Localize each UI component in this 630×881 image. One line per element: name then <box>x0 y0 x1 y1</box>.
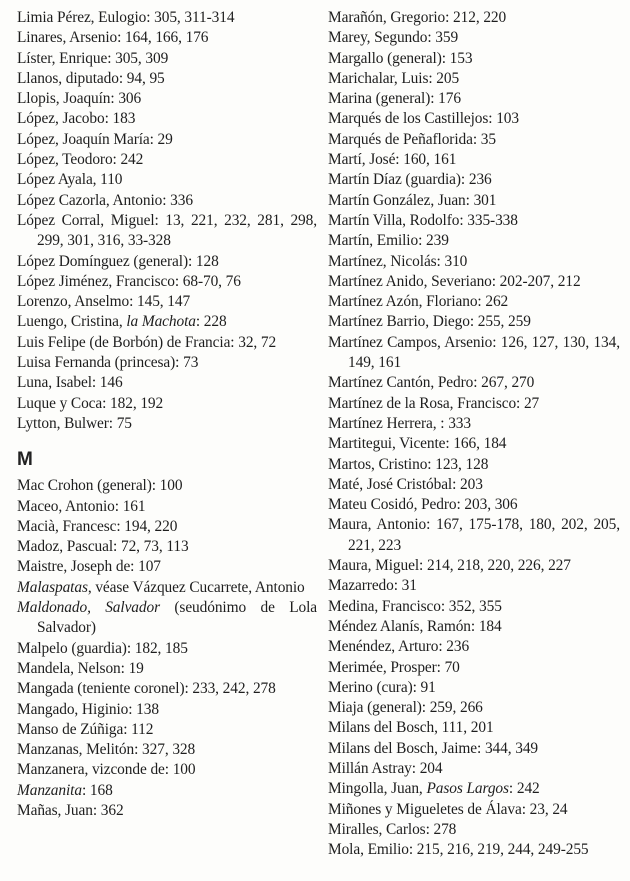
index-entry <box>328 576 620 596</box>
index-entry <box>328 617 620 637</box>
index-entry <box>328 759 620 779</box>
entry-text: Martínez Campos, Arsenio: 126, 127, 130, 134, 149, 161 <box>328 333 620 372</box>
entry-text: Lorenzo, Anselmo: 145, 147 <box>17 293 191 311</box>
index-column-left <box>17 8 317 821</box>
index-entry <box>17 476 317 496</box>
index-entry <box>17 659 317 679</box>
entry-text: Martín González, Juan: 301 <box>328 191 497 209</box>
entry-text: Méndez Alanís, Ramón: 184 <box>328 617 502 635</box>
entry-text: Martínez, Nicolás: 310 <box>328 252 468 270</box>
entry-italic: Malaspatas <box>17 578 88 596</box>
entry-italic: la Machota <box>126 313 196 331</box>
index-entry <box>328 211 620 231</box>
entry-text: Luengo, Cristina, <box>17 313 127 331</box>
entry-text: Martitegui, Vicente: 166, 184 <box>328 435 507 453</box>
entry-text: Millán Astray: 204 <box>328 759 443 777</box>
entry-text: : 168 <box>81 781 113 799</box>
index-entry <box>328 130 620 150</box>
entry-text: Martínez Azón, Floriano: 262 <box>328 293 509 311</box>
index-entry <box>328 312 620 332</box>
index-entry <box>328 150 620 170</box>
entry-text: Maura, Antonio: 167, 175-178, 180, 202, 205, 221, 223 <box>328 516 620 554</box>
index-entry <box>17 557 317 577</box>
index-entry <box>17 191 317 211</box>
index-entry <box>328 373 620 393</box>
index-entry <box>328 475 620 495</box>
entry-text: Malpelo (guardia): 182, 185 <box>17 639 188 657</box>
index-entry <box>17 801 317 821</box>
index-entry <box>17 497 317 517</box>
entry-text: Mingolla, Juan, <box>328 780 427 798</box>
entry-text: Luis Felipe (de Borbón) de Francia: 32, 72 <box>17 333 277 351</box>
entry-text: López Cazorla, Antonio: 336 <box>17 191 193 209</box>
index-entry <box>328 779 620 799</box>
index-entry <box>17 373 317 393</box>
entry-text: Margallo (general): 153 <box>328 49 473 67</box>
index-entry <box>17 700 317 720</box>
index-entry <box>17 414 317 434</box>
index-entry <box>17 394 317 414</box>
index-entry <box>328 170 620 190</box>
index-entry <box>328 252 620 272</box>
entry-text: Marqués de Peñaflorida: 35 <box>328 130 496 148</box>
index-entry <box>17 720 317 740</box>
entry-text: Mola, Emilio: 215, 216, 219, 244, 249-255 <box>328 841 589 859</box>
index-entry <box>328 109 620 129</box>
index-entry <box>328 637 620 657</box>
entry-italic: Manzanita <box>17 781 82 799</box>
index-entry <box>328 191 620 211</box>
entry-text: Macià, Francesc: 194, 220 <box>17 517 178 535</box>
entry-text: Milans del Bosch, Jaime: 344, 349 <box>328 739 539 757</box>
entry-text: López, Joaquín María: 29 <box>17 130 173 148</box>
entry-text: Marqués de los Castillejos: 103 <box>328 110 519 128</box>
entry-text: Martínez Anido, Severiano: 202-207, 212 <box>328 272 581 290</box>
index-entry <box>328 800 620 820</box>
entry-text: Manzanera, vizconde de: 100 <box>17 761 196 779</box>
index-entry <box>328 597 620 617</box>
index-entry <box>328 718 620 738</box>
index-entries-m-continued <box>328 8 620 860</box>
index-entry <box>17 130 317 150</box>
index-entry <box>17 740 317 760</box>
entry-text: , véase Vázquez Cucarrete, Antonio <box>87 578 305 596</box>
entry-text: Miralles, Carlos: 278 <box>328 820 457 838</box>
entry-text: Mandela, Nelson: 19 <box>17 659 144 677</box>
index-entry <box>328 698 620 718</box>
entry-text: Lytton, Bulwer: 75 <box>17 414 132 432</box>
entry-text: Llopis, Joaquín: 306 <box>17 90 142 108</box>
index-entry <box>328 28 620 48</box>
entry-text: Marañón, Gregorio: 212, 220 <box>328 9 507 26</box>
index-entries-m <box>17 476 317 821</box>
entry-text: Miaja (general): 259, 266 <box>328 699 483 717</box>
index-entry <box>17 8 317 28</box>
entry-text: López Corral, Miguel: 13, 221, 232, 281, 298, 299, 301, 316, 33-328 <box>17 211 317 250</box>
index-entry <box>17 598 317 639</box>
entry-text: Manzanas, Melitón: 327, 328 <box>17 741 196 759</box>
entry-text: Martos, Cristino: 123, 128 <box>328 455 489 473</box>
index-entry <box>328 272 620 292</box>
index-entry <box>17 353 317 373</box>
entry-text: Martín, Emilio: 239 <box>328 232 449 250</box>
entry-text: Luque y Coca: 182, 192 <box>17 394 164 412</box>
index-entries-l <box>17 8 317 434</box>
entry-text: Maceo, Antonio: 161 <box>17 497 146 515</box>
entry-text: Miñones y Migueletes de Álava: 23, 24 <box>328 800 568 818</box>
entry-text: Medina, Francisco: 352, 355 <box>328 597 502 615</box>
entry-text: Merino (cura): 91 <box>328 678 436 696</box>
section-letter: M <box>17 449 33 471</box>
entry-text: Menéndez, Arturo: 236 <box>328 638 470 656</box>
index-entry <box>328 292 620 312</box>
entry-pages: : 242 <box>508 780 540 798</box>
index-entry <box>17 69 317 89</box>
entry-text: Martí, José: 160, 161 <box>328 151 457 169</box>
index-entry <box>328 658 620 678</box>
index-entry <box>17 292 317 312</box>
index-entry <box>17 28 317 48</box>
entry-text: López, Jacobo: 183 <box>17 110 136 128</box>
index-entry <box>328 515 620 556</box>
index-entry <box>328 69 620 89</box>
entry-text: Mazarredo: 31 <box>328 577 417 595</box>
entry-text: Mangado, Higinio: 138 <box>17 700 159 718</box>
index-entry <box>17 150 317 170</box>
entry-text: Limia Pérez, Eulogio: 305, 311-314 <box>17 9 235 26</box>
entry-text: Mangada (teniente coronel): 233, 242, 278 <box>17 680 276 698</box>
entry-text: López Ayala, 110 <box>17 171 123 189</box>
index-entry <box>328 89 620 109</box>
index-entry <box>328 231 620 251</box>
index-entry <box>328 434 620 454</box>
entry-text: Martínez Barrio, Diego: 255, 259 <box>328 313 531 331</box>
index-entry <box>328 495 620 515</box>
index-entry <box>328 49 620 69</box>
entry-text: Martínez de la Rosa, Francisco: 27 <box>328 394 540 412</box>
index-entry <box>17 639 317 659</box>
index-entry <box>17 211 317 252</box>
entry-text: Luna, Isabel: 146 <box>17 374 123 392</box>
entry-text: Luisa Fernanda (princesa): 73 <box>17 354 199 372</box>
entry-text: Maura, Miguel: 214, 218, 220, 226, 227 <box>328 557 571 575</box>
entry-text: Mañas, Juan: 362 <box>17 801 124 819</box>
index-entry <box>328 739 620 759</box>
index-entry <box>17 760 317 780</box>
entry-pages: : 228 <box>195 313 227 331</box>
index-entry <box>17 679 317 699</box>
entry-text: Marina (general): 176 <box>328 90 461 108</box>
entry-text: Martín Villa, Rodolfo: 335-338 <box>328 211 518 229</box>
index-entry <box>17 109 317 129</box>
index-entry <box>17 517 317 537</box>
entry-text: Manso de Zúñiga: 112 <box>17 720 154 738</box>
index-entry <box>17 333 317 353</box>
entry-text: (seudónimo de Lola Salvador) <box>37 599 317 637</box>
entry-text: Madoz, Pascual: 72, 73, 113 <box>17 538 189 556</box>
entry-italic: Pasos Largos <box>426 780 509 798</box>
index-entry <box>328 556 620 576</box>
index-column-right <box>328 8 620 860</box>
entry-text: López, Teodoro: 242 <box>17 151 144 169</box>
entry-text: Martínez Cantón, Pedro: 267, 270 <box>328 374 535 392</box>
entry-text: Milans del Bosch, 111, 201 <box>328 719 494 737</box>
entry-text: Mateu Cosidó, Pedro: 203, 306 <box>328 496 518 514</box>
entry-text: López Jiménez, Francisco: 68-70, 76 <box>17 272 241 290</box>
entry-text: Líster, Enrique: 305, 309 <box>17 49 169 67</box>
index-entry <box>328 333 620 374</box>
index-entry <box>328 678 620 698</box>
entry-text: Mac Crohon (general): 100 <box>17 477 183 495</box>
index-entry <box>17 89 317 109</box>
entry-text: Martínez Herrera, : 333 <box>328 414 471 432</box>
entry-text: Maté, José Cristóbal: 203 <box>328 475 483 493</box>
index-entry <box>328 414 620 434</box>
index-entry <box>17 537 317 557</box>
index-entry <box>17 781 317 801</box>
index-entry <box>17 252 317 272</box>
entry-text: Marichalar, Luis: 205 <box>328 69 460 87</box>
entry-text: López Domínguez (general): 128 <box>17 252 219 270</box>
entry-italic: Maldonado, Salvador <box>17 599 160 617</box>
entry-text: Llanos, diputado: 94, 95 <box>17 69 165 87</box>
index-entry <box>328 394 620 414</box>
index-entry <box>17 578 317 598</box>
entry-text: Marey, Segundo: 359 <box>328 29 459 47</box>
entry-text: Martín Díaz (guardia): 236 <box>328 171 492 189</box>
index-entry <box>17 272 317 292</box>
entry-text: Linares, Arsenio: 164, 166, 176 <box>17 29 209 47</box>
entry-text: Maistre, Joseph de: 107 <box>17 558 161 576</box>
index-entry <box>17 49 317 69</box>
index-entry <box>17 170 317 190</box>
index-entry <box>328 8 620 28</box>
entry-text: Merimée, Prosper: 70 <box>328 658 460 676</box>
index-entry <box>17 312 317 332</box>
index-entry <box>328 820 620 840</box>
index-entry <box>328 840 620 860</box>
index-entry <box>328 455 620 475</box>
